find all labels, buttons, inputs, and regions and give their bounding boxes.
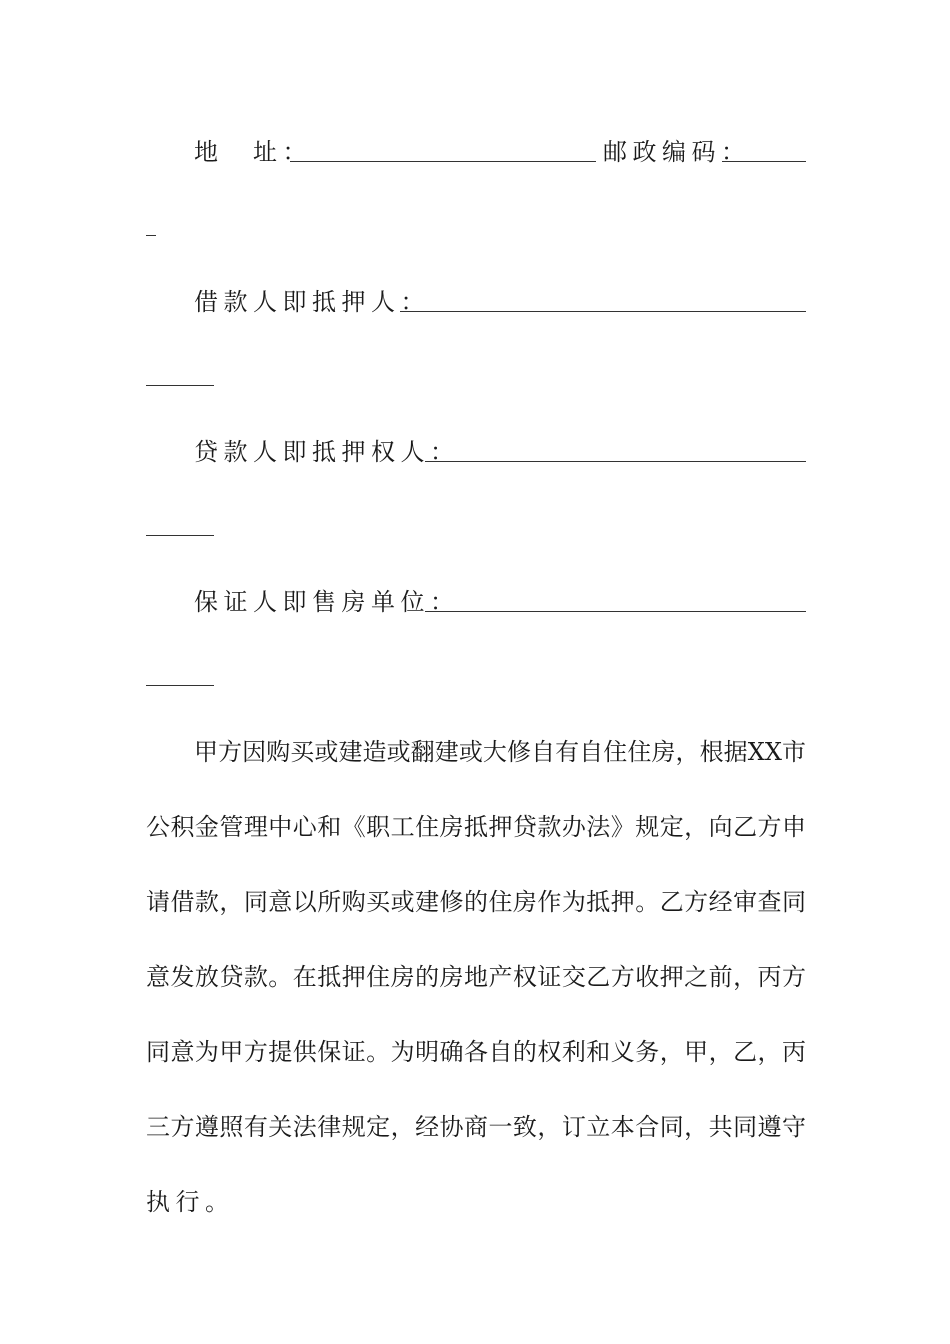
- paragraph-line: [194, 732, 806, 772]
- address-blank[interactable]: [290, 161, 596, 162]
- lender-blank[interactable]: [425, 461, 806, 462]
- lender-row: [194, 432, 806, 472]
- paragraph-line-text: 请借款，同意以所购买或建修的住房作为抵押。乙方经审查同: [146, 888, 806, 916]
- borrower-blank-continued[interactable]: [146, 385, 214, 386]
- postal-code-blank-continued[interactable]: [146, 235, 156, 236]
- borrower-blank[interactable]: [400, 311, 806, 312]
- borrower-row: [194, 282, 806, 322]
- guarantor-blank-continued[interactable]: [146, 685, 214, 686]
- paragraph-line-text: 意发放贷款。在抵押住房的房地产权证交乙方收押之前，丙方: [146, 963, 806, 991]
- guarantor-label: 保证人即售房单位：: [194, 588, 460, 616]
- postal-code-label: 邮政编码：: [603, 138, 751, 166]
- paragraph-line: [146, 1032, 806, 1072]
- paragraph-line-last: [146, 1182, 806, 1222]
- paragraph-line: [146, 1107, 806, 1147]
- guarantor-blank[interactable]: [425, 611, 806, 612]
- paragraph-line-text: 甲方因购买或建造或翻建或大修自有自住住房，根据XX市: [194, 738, 806, 766]
- paragraph-line-text: 公积金管理中心和《职工住房抵押贷款办法》规定，向乙方申: [146, 813, 806, 841]
- lender-label: 贷款人即抵押权人：: [194, 438, 460, 466]
- paragraph-line: [146, 957, 806, 997]
- postal-code-blank[interactable]: [722, 161, 806, 162]
- paragraph-line: [146, 882, 806, 922]
- address-label: 地 址：: [194, 138, 312, 166]
- guarantor-row: [194, 582, 806, 622]
- paragraph-line-text: 执行。: [146, 1188, 235, 1216]
- borrower-label: 借款人即抵押人：: [194, 288, 430, 316]
- paragraph-line: [146, 807, 806, 847]
- paragraph-line-text: 同意为甲方提供保证。为明确各自的权利和义务，甲，乙，丙: [146, 1038, 806, 1066]
- paragraph-line-text: 三方遵照有关法律规定，经协商一致，订立本合同，共同遵守: [146, 1113, 806, 1141]
- postal-code-row: [603, 132, 813, 172]
- lender-blank-continued[interactable]: [146, 535, 214, 536]
